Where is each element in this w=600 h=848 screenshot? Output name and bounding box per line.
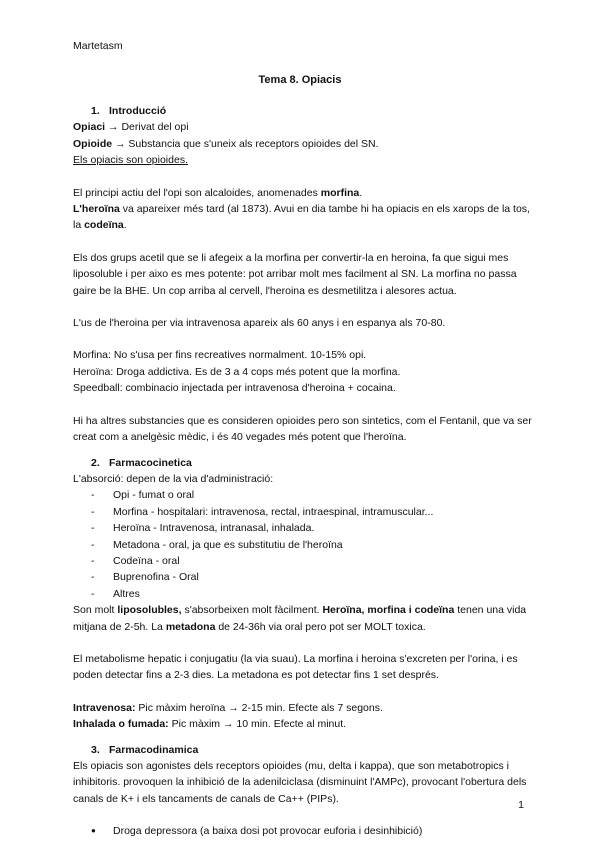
list-item: - Metadona - oral, ja que es substitutiu de l'heroïna bbox=[91, 537, 533, 553]
paragraph-metabolisme: El metabolisme hepatic i conjugatiu (la via suau). La morfina i heroina s'excreten per l'orina, i es poden detectar fins a 2-3 dies. La metadona es pot detectar fins 1 set després. bbox=[73, 652, 518, 682]
underlined-text: Els opiacis son opioides. bbox=[73, 154, 188, 167]
term-opioide: Opioide bbox=[73, 137, 113, 150]
section-number: 2. bbox=[91, 456, 100, 469]
section-heading-farmacocinetica bbox=[73, 455, 533, 471]
paragraph-fentanil: Hi ha altres substancies que es consideren opioides pero son sintetics, com el Fentanil, que va ser creat com a anelgèsic mèdic, i és 40 vegades més potent que l'heroïna. bbox=[73, 414, 532, 444]
list-item: - Buprenofina - Oral bbox=[91, 569, 533, 585]
bold-text: morfina bbox=[320, 186, 360, 199]
list-item: - Morfina - hospitalari: intravenosa, rectal, intraespinal, intramuscular... bbox=[91, 504, 533, 520]
bullet-list bbox=[73, 823, 533, 839]
paragraph-alcaloides bbox=[73, 185, 533, 201]
text: Son molt bbox=[73, 604, 118, 617]
list-item: - Codeïna - oral bbox=[91, 553, 533, 569]
section-heading-introduccio bbox=[73, 103, 533, 119]
text: de 24-36h via oral pero pot ser MOLT toxica. bbox=[215, 620, 426, 633]
absorcio-intro: L'absorció: depen de la via d'administració: bbox=[73, 472, 274, 485]
line-intravenosa bbox=[73, 700, 533, 716]
paragraph-agonistes: Els opiacis son agonistes dels receptors opioides (mu, delta i kappa), que son metabotropics i inhibitoris. provoquen la inhibició de la adenilciclasa (disminuint l'AMPc), provocant l'obertura dels canals de K+ i els tancaments de canals de Ca++ (PIPs). bbox=[73, 760, 527, 805]
text: s'absorbeixen molt fàcilment. bbox=[181, 604, 323, 617]
line-speedball: Speedball: combinacio injectada per intravenosa d'heroina + cocaina. bbox=[73, 382, 396, 395]
list-item: - Altres bbox=[91, 586, 533, 602]
page-number: 1 bbox=[518, 799, 524, 811]
administration-list bbox=[73, 487, 533, 602]
list-item: - Opi - fumat o oral bbox=[91, 487, 533, 503]
section-title: Farmacodinamica bbox=[109, 743, 199, 756]
definition-opioide bbox=[73, 136, 533, 152]
bold-text: Intravenosa: bbox=[73, 701, 136, 714]
text: va apareixer més tard (al 1873). Avui en dia tambe hi ha opiacis en els xarops de la tos, la bbox=[73, 203, 530, 232]
bold-text: codeïna bbox=[84, 219, 124, 232]
section-title: Introducció bbox=[109, 105, 167, 117]
bold-text: L'heroïna bbox=[73, 203, 120, 216]
text: . bbox=[123, 219, 127, 232]
paragraph-acetil: Els dos grups acetil que se li afegeix a la morfina per convertir-la en heroina, fa que sigui mes liposoluble i per aixo es mes potente: pot arribar molt mes facilment al SN. La morfina no passa gaire be la BHE. Un cop arriba al cervell, l'heroina es desmetilitza i alesores actua. bbox=[73, 251, 517, 297]
text: Pic màxim heroïna → 2-15 min. Efecte als 7 segons. bbox=[135, 701, 383, 714]
list-item: ● Droga depressora (a baixa dosi pot provocar euforia i desinhibició) bbox=[91, 823, 533, 839]
document-title: Tema 8. Opiacis bbox=[258, 74, 342, 86]
paragraph-heroina bbox=[73, 201, 533, 234]
definition-opiaci bbox=[73, 119, 533, 135]
section-heading-farmacodinamica bbox=[73, 742, 533, 758]
paragraph-liposolubles bbox=[73, 602, 533, 635]
text: tenen una vida mitjana de 2-5h. La bbox=[73, 604, 527, 633]
line-morfina: Morfina: No s'usa per fins recreatives normalment. 10-15% opi. bbox=[73, 349, 367, 362]
term-opiaci: Opiaci bbox=[73, 121, 106, 134]
text: El principi actiu del l'opi son alcaloides, anomenades bbox=[73, 186, 321, 199]
section-number: 1. bbox=[91, 105, 100, 117]
definition-text: → Derivat del opi bbox=[105, 121, 189, 134]
bold-text: liposolubles, bbox=[117, 604, 182, 617]
line-inhalada bbox=[73, 716, 533, 732]
list-item: - Heroïna - Intravenosa, intranasal, inhalada. bbox=[91, 520, 533, 536]
text: . bbox=[359, 186, 363, 199]
document-body bbox=[73, 103, 533, 840]
definition-text: → Substancia que s'uneix als receptors opioides del SN. bbox=[112, 137, 379, 150]
underlined-statement bbox=[73, 152, 533, 168]
page-header: Martetasm bbox=[73, 40, 123, 52]
section-number: 3. bbox=[91, 743, 100, 756]
bold-text: Heroïna, morfina i codeïna bbox=[322, 604, 455, 617]
line-heroina: Heroïna: Droga addictiva. Es de 3 a 4 cops més potent que la morfina. bbox=[73, 365, 401, 378]
section-title: Farmacocinetica bbox=[109, 456, 192, 469]
bold-text: Inhalada o fumada: bbox=[73, 718, 169, 731]
text: Pic màxim → 10 min. Efecte al minut. bbox=[168, 718, 347, 731]
paragraph-us-heroina: L'us de l'heroina per via intravenosa apareix als 60 anys i en espanya als 70-80. bbox=[73, 317, 446, 330]
bold-text: metadona bbox=[165, 620, 216, 633]
